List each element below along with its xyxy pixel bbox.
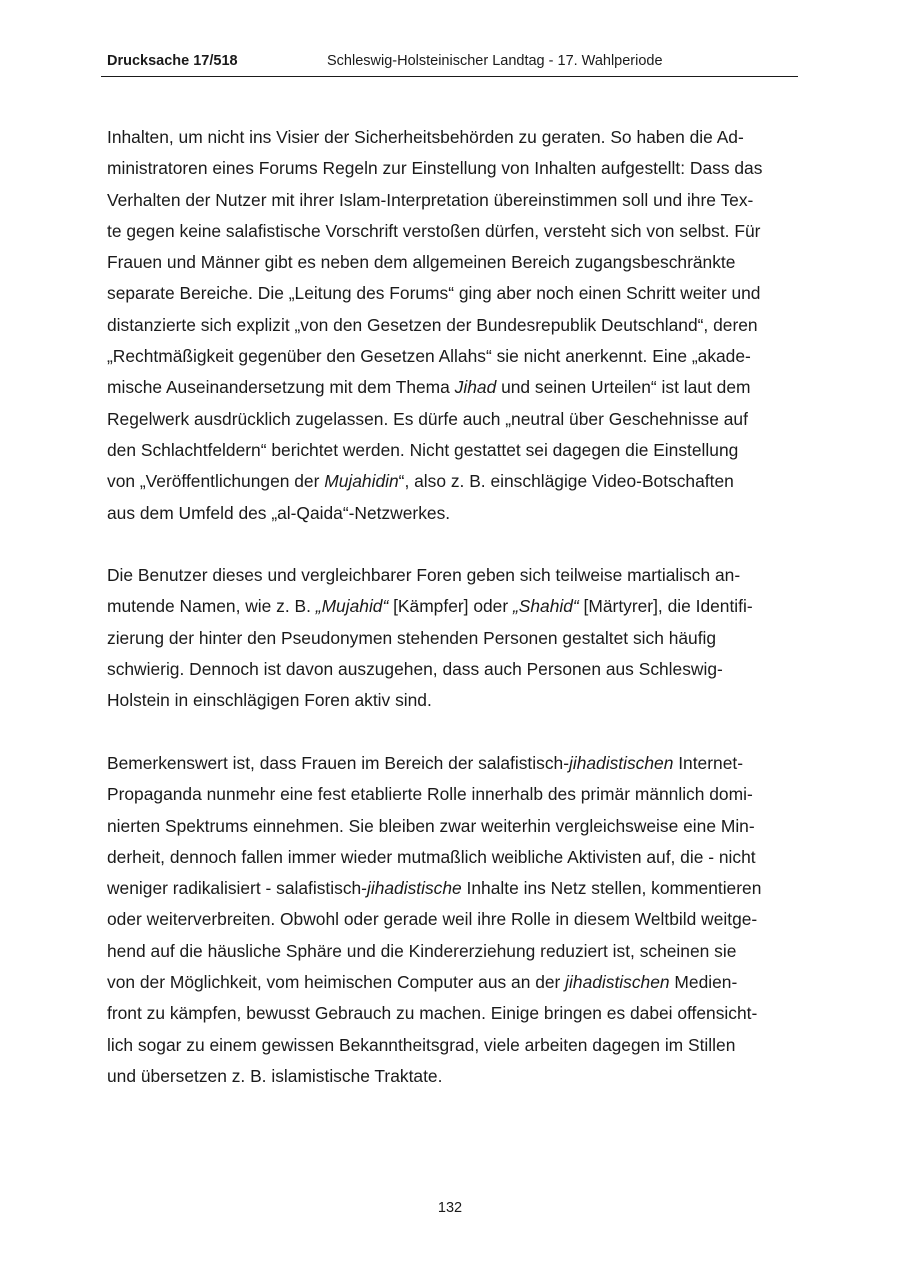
page-number: 132 — [437, 1200, 463, 1216]
text-segment: Regelwerk ausdrücklich zugelassen. Es dürfe auch „neutral über Geschehnisse auf — [107, 408, 748, 429]
text-line — [107, 466, 797, 497]
text-line — [107, 873, 797, 904]
text-line — [107, 122, 797, 153]
text-segment: aus dem Umfeld des „al-Qaida“-Netzwerkes. — [107, 502, 451, 523]
text-line — [107, 779, 797, 810]
text-segment: front zu kämpfen, bewusst Gebrauch zu machen. Einige bringen es dabei offensicht- — [107, 1003, 758, 1024]
text-line — [107, 278, 797, 309]
text-segment: [Märtyrer], die Identifi- — [578, 596, 753, 617]
text-line — [107, 936, 797, 967]
text-segment: den Schlachtfeldern“ berichtet werden. Nicht gestattet sei dagegen die Einstellung — [107, 439, 739, 460]
text-segment: Inhalten, um nicht ins Visier der Sicherheitsbehörden zu geraten. So haben die Ad- — [107, 127, 744, 147]
text-segment: und seinen Urteilen“ ist laut dem — [496, 377, 751, 398]
text-line — [107, 247, 797, 278]
text-line — [107, 560, 797, 591]
text-segment: Die Benutzer dieses und vergleichbarer Foren geben sich teilweise martialisch an- — [107, 565, 741, 586]
text-segment: ministratoren eines Forums Regeln zur Einstellung von Inhalten aufgestellt: Dass das — [107, 158, 763, 179]
text-line — [107, 842, 797, 873]
text-segment: Propaganda nunmehr eine fest etablierte Rolle innerhalb des primär männlich domi- — [107, 784, 753, 805]
text-line — [107, 904, 797, 935]
text-segment: schwierig. Dennoch ist davon auszugehen, dass auch Personen aus Schleswig- — [107, 659, 723, 680]
text-line — [107, 372, 797, 403]
text-line — [107, 748, 797, 779]
italic-term: jihadistische — [366, 878, 462, 899]
document-number: Drucksache 17/518 — [107, 53, 238, 69]
text-line — [107, 310, 797, 341]
italic-term: Jihad — [454, 377, 497, 398]
text-line — [107, 435, 797, 466]
text-line — [107, 404, 797, 435]
text-segment: distanzierte sich explizit „von den Gesetzen der Bundesrepublik Deutschland“, deren — [107, 314, 758, 335]
text-segment: lich sogar zu einem gewissen Bekanntheitsgrad, viele arbeiten dagegen im Stillen — [107, 1034, 736, 1055]
text-segment: zierung der hinter den Pseudonymen stehenden Personen gestaltet sich häufig — [107, 627, 717, 648]
body-text — [107, 122, 797, 1124]
text-line — [107, 591, 797, 622]
text-line — [107, 685, 797, 716]
italic-term: Mujahidin — [324, 471, 399, 492]
text-segment: nierten Spektrums einnehmen. Sie bleiben zwar weiterhin vergleichsweise eine Min- — [107, 815, 755, 836]
text-segment: Internet- — [673, 752, 743, 773]
text-segment: “, also z. B. einschlägige Video-Botschaften — [398, 471, 734, 492]
paragraph — [107, 748, 797, 1092]
text-line — [107, 341, 797, 372]
text-segment: hend auf die häusliche Sphäre und die Kindererziehung reduziert ist, scheinen sie — [107, 940, 737, 961]
text-segment: Bemerkenswert ist, dass Frauen im Bereich der salafistisch- — [107, 752, 569, 773]
text-line — [107, 623, 797, 654]
italic-term: „Shahid“ — [512, 596, 579, 617]
paragraph — [107, 560, 797, 716]
text-segment: Frauen und Männer gibt es neben dem allgemeinen Bereich zugangsbeschränkte — [107, 252, 736, 273]
page-header — [101, 52, 798, 77]
text-segment: oder weiterverbreiten. Obwohl oder gerade weil ihre Rolle in diesem Weltbild weitge- — [107, 909, 758, 930]
text-line — [107, 498, 797, 529]
text-line — [107, 1061, 797, 1092]
text-segment: mutende Namen, wie z. B. — [107, 596, 316, 617]
text-segment: Verhalten der Nutzer mit ihrer Islam-Interpretation übereinstimmen soll und ihre Tex- — [107, 189, 754, 210]
text-line — [107, 1030, 797, 1061]
text-line — [107, 998, 797, 1029]
text-segment: „Rechtmäßigkeit gegenüber den Gesetzen Allahs“ sie nicht anerkennt. Eine „akade- — [107, 346, 751, 367]
text-segment: te gegen keine salafistische Vorschrift verstoßen dürfen, versteht sich von selbst. Für — [107, 220, 761, 241]
text-line — [107, 811, 797, 842]
italic-term: jihadistischen — [565, 972, 670, 993]
document-header-title: Schleswig-Holsteinischer Landtag - 17. Wahlperiode — [327, 53, 663, 69]
text-segment: und übersetzen z. B. islamistische Traktate. — [107, 1065, 443, 1086]
text-line — [107, 185, 797, 216]
text-segment: separate Bereiche. Die „Leitung des Forums“ ging aber noch einen Schritt weiter und — [107, 283, 761, 304]
text-segment: von „Veröffentlichungen der — [107, 471, 325, 492]
text-line — [107, 153, 797, 184]
text-segment: [Kämpfer] oder — [388, 596, 513, 617]
text-segment: derheit, dennoch fallen immer wieder mutmaßlich weibliche Aktivisten auf, die - nicht — [107, 846, 756, 867]
text-segment: Medien- — [669, 972, 738, 993]
text-segment: Holstein in einschlägigen Foren aktiv sind. — [107, 690, 432, 711]
text-segment: mische Auseinandersetzung mit dem Thema — [107, 377, 455, 398]
text-segment: Inhalte ins Netz stellen, kommentieren — [461, 878, 762, 899]
paragraph — [107, 122, 797, 529]
text-segment: von der Möglichkeit, vom heimischen Computer aus an der — [107, 972, 566, 993]
italic-term: „Mujahid“ — [315, 596, 389, 617]
text-segment: weniger radikalisiert - salafistisch- — [107, 878, 367, 899]
text-line — [107, 967, 797, 998]
italic-term: jihadistischen — [568, 752, 674, 773]
text-line — [107, 216, 797, 247]
text-line — [107, 654, 797, 685]
